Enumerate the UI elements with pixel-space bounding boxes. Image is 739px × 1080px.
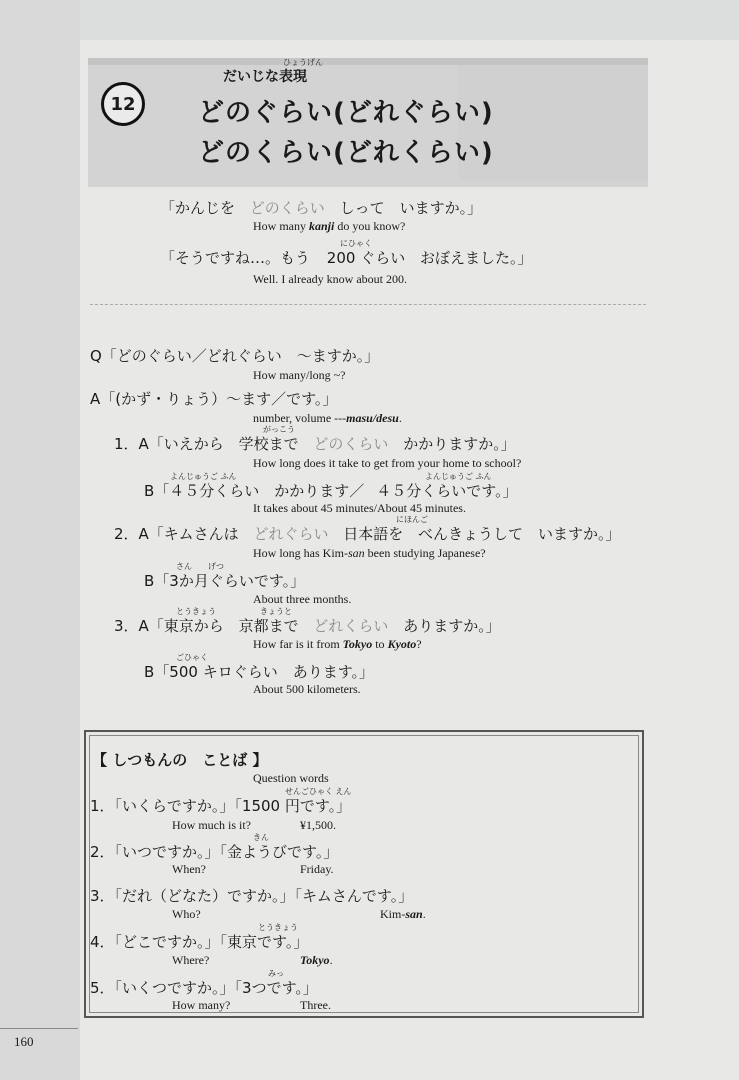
divider [90,304,646,305]
question-word-4: 4．「どこですか。」「東京です。」 [90,933,309,951]
example-line-2-translation: Well. I already know about 200. [253,272,407,286]
example-3-a: 3．A「東京から 京都まで どれくらい ありますか。」 [114,617,501,635]
question-word-2-q-en: When? [172,862,206,876]
example-2-a: 2．A「キムさんは どれぐらい 日本語を べんきょうして いますか。」 [114,525,621,543]
example-2-a-translation: How long has Kim-san been studying Japanese? [253,546,486,560]
example-1-b: B「４５分くらい かかります／ ４５分くらいです。」 [144,482,518,500]
question-word-3-a-en: Kim-san. [380,907,426,921]
ruby: よんじゅうご ふん [425,472,492,481]
question-word-4-q-en: Where? [172,953,210,967]
pattern-question-translation: How many/long ~? [253,368,346,382]
question-word-3-q-en: Who? [172,907,201,921]
ruby: ごひゃく [176,653,208,662]
question-word-1: 1．「いくらですか。」「1500 円です。」 [90,797,352,815]
box-title: 【 しつもんの ことば 】 [92,751,268,769]
example-line-1: 「かんじを どのくらい しって いますか。」 [160,199,483,217]
question-word-3: 3．「だれ（どなた）ですか。」「キムさんです。」 [90,887,414,905]
question-word-1-q-en: How much is it? [172,818,251,832]
ruby: きん [253,833,269,842]
page-number: 160 [14,1034,34,1049]
question-word-2-a-en: Friday. [300,862,334,876]
example-3-b-translation: About 500 kilometers. [253,682,361,696]
pattern-answer: A「(かず・りょう）～ます／です。」 [90,390,338,408]
ruby: さん げつ [176,562,224,571]
example-2-b: B「3か月ぐらいです。」 [144,572,306,590]
ruby: にほんご [396,515,428,524]
subtitle-ruby: ひょうげん [283,58,323,67]
box-title-translation: Question words [253,771,329,785]
ruby: みっ [268,969,284,978]
pattern-answer-translation: number, volume ---masu/desu. [253,411,402,425]
ruby: とうきょう [258,923,298,932]
page-margin [0,0,80,1080]
example-1-a-translation: How long does it take to get from your home to school? [253,456,522,470]
ruby: にひゃく [340,239,372,248]
ruby: とうきょう [176,607,216,616]
example-line-2: 「そうですね…。もう 200 ぐらい おぼえました。」 [160,249,533,267]
pattern-question: Q「どのぐらい／どれぐらい ～ますか。」 [90,347,380,365]
title-line-1: どのぐらい(どれぐらい) [198,98,494,128]
question-words-box [84,730,644,1018]
title-line-2: どのくらい(どれくらい) [198,138,494,168]
question-word-2: 2．「いつですか。」「金ようびです。」 [90,843,339,861]
section-subtitle: だいじな表現 [223,69,307,85]
question-word-5: 5．「いくつですか。」「3つです。」 [90,979,318,997]
ruby: せんごひゃく えん [285,787,352,796]
example-3-a-translation: How far is it from Tokyo to Kyoto? [253,637,422,651]
ruby: きょうと [260,607,292,616]
question-word-5-a-en: Three. [300,998,331,1012]
lesson-number-badge: 12 [101,82,145,126]
ruby: がっこう [263,425,295,434]
question-word-1-a-en: ¥1,500. [300,818,336,832]
question-word-5-q-en: How many? [172,998,231,1012]
example-1-b-translation: It takes about 45 minutes/About 45 minutes. [253,501,466,515]
example-3-b: B「500 キロぐらい あります。」 [144,663,374,681]
example-line-1-translation: How many kanji do you know? [253,219,406,233]
example-1-a: 1．A「いえから 学校まで どのくらい かかりますか。」 [114,435,516,453]
ruby: よんじゅうご ふん [170,472,237,481]
highlight-word: どのくらい [249,199,325,217]
question-word-4-a-en: Tokyo. [300,953,333,967]
page-number-rule [0,1028,78,1029]
example-2-b-translation: About three months. [253,592,352,606]
